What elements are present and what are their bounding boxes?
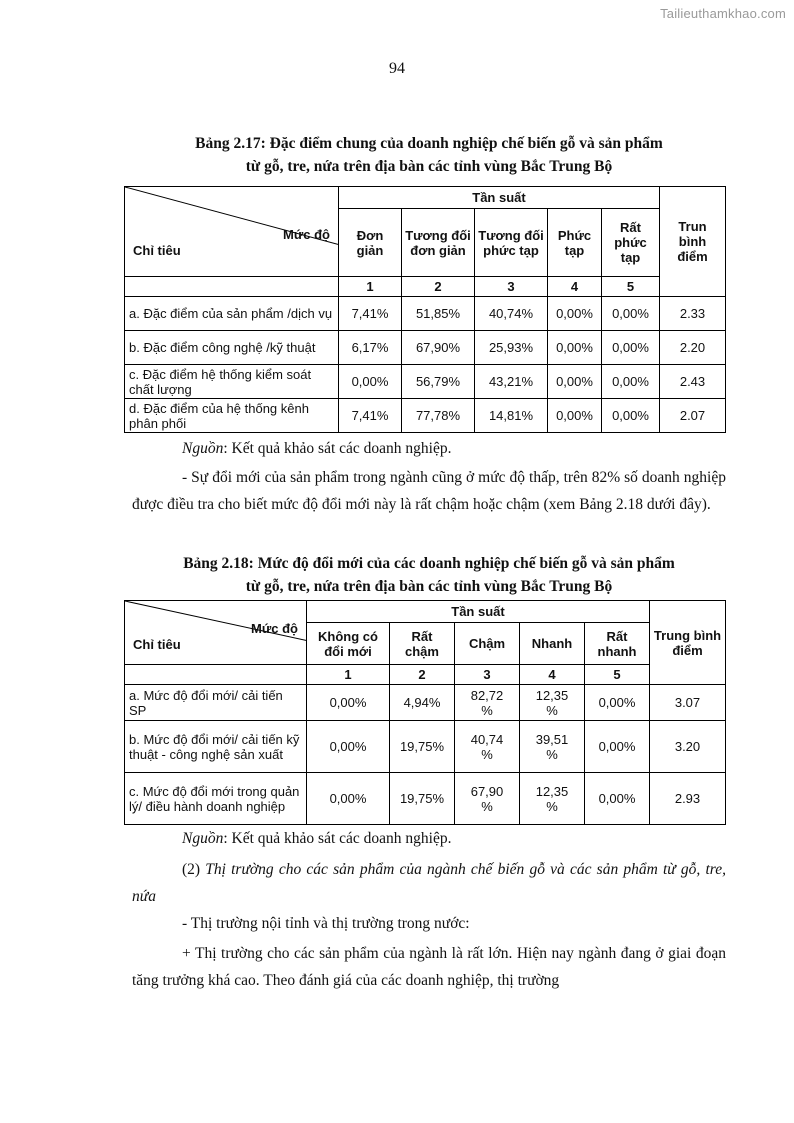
table-row <box>125 685 726 721</box>
table1-col-header: Tương đối phức tạp <box>475 209 548 277</box>
row-label: c. Mức độ đổi mới trong quản lý/ điều hành doanh nghiệp <box>125 773 307 825</box>
row-label: b. Đặc điểm công nghệ /kỹ thuật <box>125 331 339 365</box>
table-2-18 <box>124 600 726 825</box>
paragraph-2-heading: Thị trường cho các sản phẩm của ngành chế biến gỗ và các sản phẩm từ gỗ, tre, nứa <box>132 861 727 905</box>
table1-col-number: 1 <box>339 277 402 297</box>
cell-value: 0,00% <box>339 365 402 399</box>
row-label: b. Mức độ đổi mới/ cải tiến kỹ thuật - công nghệ sản xuất <box>125 721 307 773</box>
table2-empty-cell <box>125 665 307 685</box>
cell-value: 43,21% <box>475 365 548 399</box>
cell-value: 82,72 % <box>455 685 520 721</box>
cell-value: 6,17% <box>339 331 402 365</box>
table2-col-number: 4 <box>520 665 585 685</box>
table-row <box>125 331 726 365</box>
table2-corner-cell <box>125 601 307 665</box>
table1-empty-cell <box>125 277 339 297</box>
source-label: Nguồn <box>182 830 224 847</box>
cell-value: 0,00% <box>602 399 660 433</box>
cell-value: 0,00% <box>548 297 602 331</box>
table1-col-header: Đơn giản <box>339 209 402 277</box>
cell-avg: 2.07 <box>660 399 726 433</box>
cell-value: 0,00% <box>602 297 660 331</box>
cell-avg: 3.20 <box>650 721 726 773</box>
table2-level-label: Mức độ <box>251 621 298 636</box>
row-label: a. Mức độ đổi mới/ cải tiến SP <box>125 685 307 721</box>
table2-col-number: 5 <box>585 665 650 685</box>
cell-value: 14,81% <box>475 399 548 433</box>
cell-value: 7,41% <box>339 297 402 331</box>
cell-value: 0,00% <box>602 331 660 365</box>
table2-indicator-label: Chỉ tiêu <box>133 637 181 652</box>
cell-value: 56,79% <box>402 365 475 399</box>
cell-value: 0,00% <box>307 685 390 721</box>
cell-value: 0,00% <box>307 721 390 773</box>
cell-value: 25,93% <box>475 331 548 365</box>
cell-avg: 2.93 <box>650 773 726 825</box>
row-label: d. Đặc điểm của hệ thống kênh phân phối <box>125 399 339 433</box>
table1-corner-cell <box>125 187 339 277</box>
table1-col-number: 5 <box>602 277 660 297</box>
table1-indicator-label: Chỉ tiêu <box>133 243 181 258</box>
cell-value: 67,90% <box>402 331 475 365</box>
cell-value: 12,35 % <box>520 773 585 825</box>
cell-value: 0,00% <box>307 773 390 825</box>
table2-col-number: 1 <box>307 665 390 685</box>
cell-avg: 2.43 <box>660 365 726 399</box>
table2-avg-header: Trung bình điểm <box>650 601 726 685</box>
cell-value: 4,94% <box>390 685 455 721</box>
page-number: 94 <box>389 60 405 77</box>
cell-value: 40,74% <box>475 297 548 331</box>
table1-col-number: 4 <box>548 277 602 297</box>
table-row <box>125 721 726 773</box>
source-text: : Kết quả khảo sát các doanh nghiệp. <box>223 830 452 847</box>
table1-col-header: Tương đối đơn giản <box>402 209 475 277</box>
table1-freq-header: Tần suất <box>339 187 660 209</box>
table2-freq-header: Tần suất <box>307 601 650 623</box>
table-row <box>125 399 726 433</box>
table2-col-header: Rất chậm <box>390 623 455 665</box>
watermark: Tailieuthamkhao.com <box>660 6 786 21</box>
cell-value: 40,74 % <box>455 721 520 773</box>
cell-value: 0,00% <box>548 365 602 399</box>
table1-col-number: 3 <box>475 277 548 297</box>
paragraph-1: - Sự đổi mới của sản phẩm trong ngành cũng ở mức độ thấp, trên 82% số doanh nghiệp được điều tra cho biết mức độ đổi mới này là rất chậm hoặc chậm (xem Bảng 2.18 dưới đây). <box>132 469 726 513</box>
table1-caption <box>132 132 726 178</box>
table1-col-header: Phức tạp <box>548 209 602 277</box>
source-text: : Kết quả khảo sát các doanh nghiệp. <box>223 440 452 457</box>
table2-source <box>182 830 451 848</box>
row-label: a. Đặc điểm của sản phẩm /dịch vụ <box>125 297 339 331</box>
table-row <box>125 297 726 331</box>
table1-source <box>182 440 451 458</box>
cell-value: 0,00% <box>585 685 650 721</box>
table2-caption <box>132 552 726 598</box>
cell-avg: 2.20 <box>660 331 726 365</box>
paragraph-2-prefix: (2) <box>182 861 206 878</box>
table1-avg-header: Trun bình điểm <box>660 187 726 297</box>
cell-value: 0,00% <box>548 399 602 433</box>
cell-value: 67,90 % <box>455 773 520 825</box>
table1-caption-line2: từ gỗ, tre, nứa trên địa bàn các tỉnh vùng Bắc Trung Bộ <box>245 158 613 175</box>
table2-col-number: 3 <box>455 665 520 685</box>
cell-value: 0,00% <box>585 773 650 825</box>
table1-col-header: Rất phức tạp <box>602 209 660 277</box>
table1-col-number: 2 <box>402 277 475 297</box>
table2-caption-line1: Bảng 2.18: Mức độ đổi mới của các doanh nghiệp chế biến gỗ và sản phẩm <box>183 555 675 572</box>
table1-caption-line1: Bảng 2.17: Đặc điểm chung của doanh nghiệp chế biến gỗ và sản phẩm <box>195 135 663 152</box>
table-2-17 <box>124 186 726 433</box>
paragraph-3: - Thị trường nội tỉnh và thị trường trong nước: <box>182 915 470 932</box>
table2-col-header: Rất nhanh <box>585 623 650 665</box>
paragraph-2 <box>132 856 726 910</box>
cell-value: 7,41% <box>339 399 402 433</box>
cell-value: 0,00% <box>602 365 660 399</box>
paragraph-4: + Thị trường cho các sản phẩm của ngành là rất lớn. Hiện nay ngành đang ở giai đoạn tăng trưởng khá cao. Theo đánh giá của các doanh nghiệp, thị trường <box>132 945 726 989</box>
table-row <box>125 773 726 825</box>
table2-col-number: 2 <box>390 665 455 685</box>
source-label: Nguồn <box>182 440 224 457</box>
row-label: c. Đặc điểm hệ thống kiểm soát chất lượng <box>125 365 339 399</box>
table1-level-label: Mức độ <box>283 227 330 242</box>
cell-value: 51,85% <box>402 297 475 331</box>
cell-value: 12,35 % <box>520 685 585 721</box>
table2-col-header: Không có đổi mới <box>307 623 390 665</box>
cell-value: 77,78% <box>402 399 475 433</box>
table2-col-header: Nhanh <box>520 623 585 665</box>
cell-value: 39,51 % <box>520 721 585 773</box>
cell-avg: 3.07 <box>650 685 726 721</box>
cell-value: 19,75% <box>390 721 455 773</box>
table2-caption-line2: từ gỗ, tre, nứa trên địa bàn các tỉnh vùng Bắc Trung Bộ <box>245 578 613 595</box>
cell-avg: 2.33 <box>660 297 726 331</box>
cell-value: 0,00% <box>548 331 602 365</box>
cell-value: 0,00% <box>585 721 650 773</box>
cell-value: 19,75% <box>390 773 455 825</box>
table2-col-header: Chậm <box>455 623 520 665</box>
table-row <box>125 365 726 399</box>
